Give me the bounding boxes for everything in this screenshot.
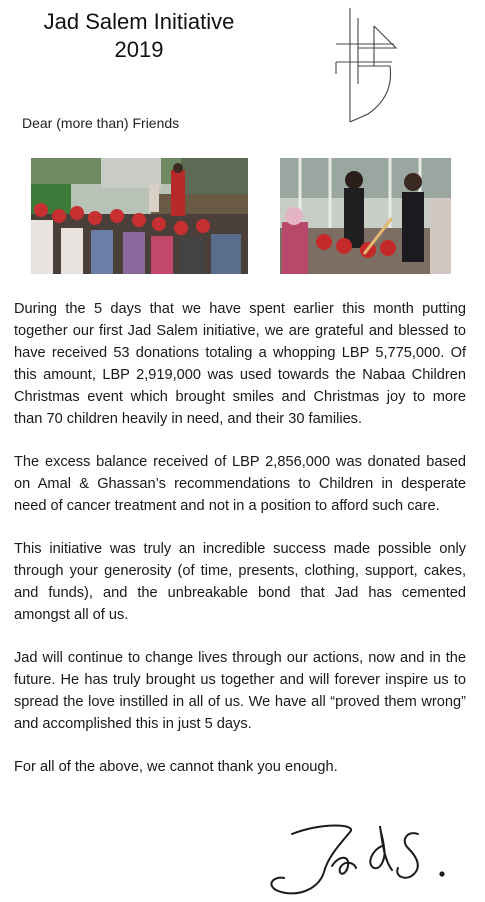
title-line-1: Jad Salem Initiative	[43, 9, 235, 34]
paragraph: The excess balance received of LBP 2,856,000 was donated based on Amal & Ghassan’s recommendations to Children in desperate need of cancer treatment and not in a position to afford such care.	[14, 454, 466, 514]
jad-monogram-logo-icon	[328, 4, 400, 124]
event-photo-2	[280, 158, 451, 274]
closing-line: For all of the above, we cannot thank you enough.	[14, 759, 338, 775]
letter-body	[14, 298, 466, 778]
greeting: Dear (more than) Friends	[22, 115, 180, 131]
children-christmas-event-photo-icon	[31, 158, 248, 274]
signature-icon	[262, 816, 462, 902]
paragraph: This initiative was truly an incredible success made possible only through your generosity (of time, presents, clothing, support, cakes, and funds), and the unbreakable bond that Jad has cemented amongst all of us.	[14, 541, 466, 623]
paragraph: Jad will continue to change lives through our actions, now and in the future. He has truly brought us together and will forever inspire us to spread the love instilled in all of us. We have all “proved them wrong” and accomplished this in just 5 days.	[14, 650, 466, 732]
volunteers-with-children-photo-icon	[280, 158, 451, 274]
paragraph: During the 5 days that we have spent earlier this month putting together our first Jad Salem initiative, we are grateful and blessed to have received 53 donations totaling a whopping LBP 5,775,000. Of this amount, LBP 2,919,000 was used towards the Nabaa Children Christmas event which brought smiles and Christmas joy to more than 70 children heavily in need, and their 30 families.	[14, 301, 466, 427]
event-photo-1	[31, 158, 248, 274]
page-title	[10, 8, 268, 64]
title-line-2: 2019	[114, 37, 164, 62]
